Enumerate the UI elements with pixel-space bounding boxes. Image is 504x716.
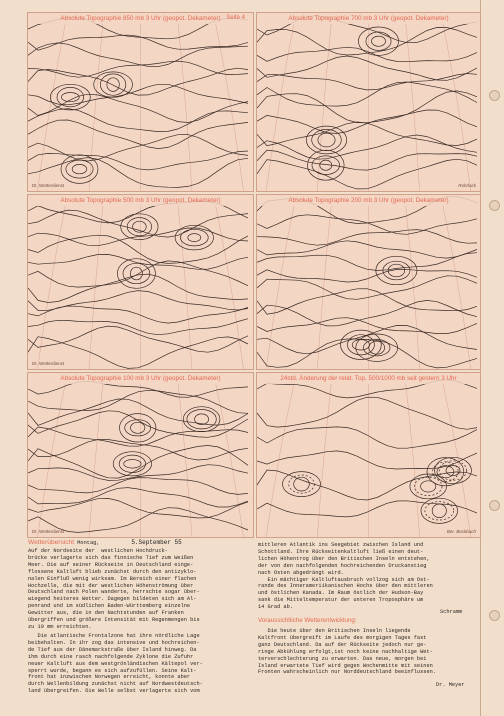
weather-overview-author: Schramm: [440, 609, 463, 615]
map-author: Rohrlack: [458, 183, 476, 188]
map-caption: Absolute Topographie 700 mb 3 Uhr (geopot. Dekameter): [257, 13, 480, 24]
weather-overview-heading: Wetterübersicht: [28, 539, 75, 546]
punch-hole: [489, 90, 500, 101]
map-caption: 24std. Änderung der relat. Top. 500/1000 mb seit gestern 3 Uhr: [257, 373, 480, 384]
map-caption: Absolute Topographie 100 mb 3 Uhr (geopot. Dekameter): [28, 373, 253, 384]
map-500mb: [27, 194, 254, 370]
page-number: Seite 4: [226, 15, 245, 21]
weather-overview-date: 5.September 55: [131, 539, 182, 546]
weather-overview-header: [28, 540, 182, 547]
forecast-heading: Voraussichtliche Wetterentwicklung:: [258, 617, 357, 624]
forecast-author: Dr. Meyer: [436, 682, 465, 688]
weather-overview-paragraph: Auf der Nordseite der westlichen Hochdruck- brücke verlagerte sich das finnische Tief zum Weißen Meer. Die auf seiner Rückseite in Deutschland einge- flossene Kaltluft blieb zunächst durch den antizyklo- nalen Einfluß wenig wirksam. Im Bereich einer flachen Hochzelle, die mit der westlichen Höhenströmung über Deutschland nach Polen wanderte, herrschte sogar über- wiegend heiteres Wetter. Dagegen bildeten sich am Al- penrand und im südlichen Baden-Württemberg einzelne Gewitter aus, die in den Nachtstunden auf Franken übergriffen und größere Intensität mit Regenmengen bis zu 19 mm erreichten.: [28, 548, 200, 630]
map-100mb: [27, 372, 254, 538]
weather-overview-day: Montag,: [77, 540, 100, 546]
weather-overview-continuation: mittleren Atlantik ins Seegebiet zwischen Island und Schottland. Ihre Rückseitenkaltluft ließ einen deut- lichen Höhentrog über den Britischen Inseln entstehen, der von den nachfolgenden hochreichenden Druckanstieg nach Osten abgedrängt wird. Ein mächtiger Kaltluftausbruch vollzog sich am Ost- rande des Innerameriikanischen Hochs über den mittleren und östlichen Kanada. Im Raum östlich der Hudson-Bay sank die Mitteltemperatur der unteren Troposphäre um 14 Grad ab.: [258, 542, 433, 611]
map-author: Ber. Beckbach: [446, 529, 476, 534]
contour-lines: [28, 13, 253, 191]
punch-hole: [489, 200, 500, 211]
map-850mb: [27, 12, 254, 192]
map-caption: Absolute Topographie 850 mb 3 Uhr (geopot. Dekameter): [28, 13, 253, 24]
contour-lines: [28, 373, 253, 537]
contour-lines: [257, 13, 480, 191]
punch-hole: [489, 610, 500, 621]
map-caption: Absolute Topographie 200 mb 3 Uhr (geopot. Dekameter): [257, 195, 480, 206]
contour-lines: [257, 373, 480, 537]
weather-overview-paragraph: Die atlantische Frontalzone hat ihre nördliche Lage beibehalten. In ihr zog das intensive und hochreichen- de Tief aus der Dänemarkstraße über Island hinweg. Da ihm durch eine rasch nachfolgende Zyklone die Zufuhr neuer Kaltluft aus dem westgrönländischen Kältepol ver- sperrt wurde, begann es sich aufzufüllen. Seine Kalt- front hat inzwischen Norwegen erreicht, konnte aber durch Wellenbildung zunächst nicht auf Nordwestdeutsch- land übergreifen. Die Welle selbst verlagerte sich vom: [28, 633, 203, 695]
punch-hole: [489, 500, 500, 511]
map-stamp: Dt. Wetterdienst: [32, 529, 65, 534]
contour-lines: [28, 195, 253, 369]
map-200mb: [256, 194, 481, 370]
forecast-text: Die heute über den Britischen Inseln liegende Kaltfront übergreift im Laufe des morgigen Tages fast ganz Deutschland. Da auf der Rückseite jedoch nur ge- ringe Abkühlung erfolgt,ist noch keine nachhaltige Wet- terverschlechterung zu erwarten. Das neue, morgen bei Island erwartete Tief wird gegen Wochenmitte mit seinen Fronten wahrscheinlich nur Norddeutschland beeinflussen.: [258, 628, 437, 676]
contour-lines: [257, 195, 480, 369]
map-700mb: [256, 12, 481, 192]
map-stamp: Dt. Wetterdienst: [32, 183, 65, 188]
map-relative-topography-change: [256, 372, 481, 538]
map-caption: Absolute Topographie 500 mb 3 Uhr (geopot. Dekameter): [28, 195, 253, 206]
map-stamp: Dt. Wetterdienst: [32, 361, 65, 366]
